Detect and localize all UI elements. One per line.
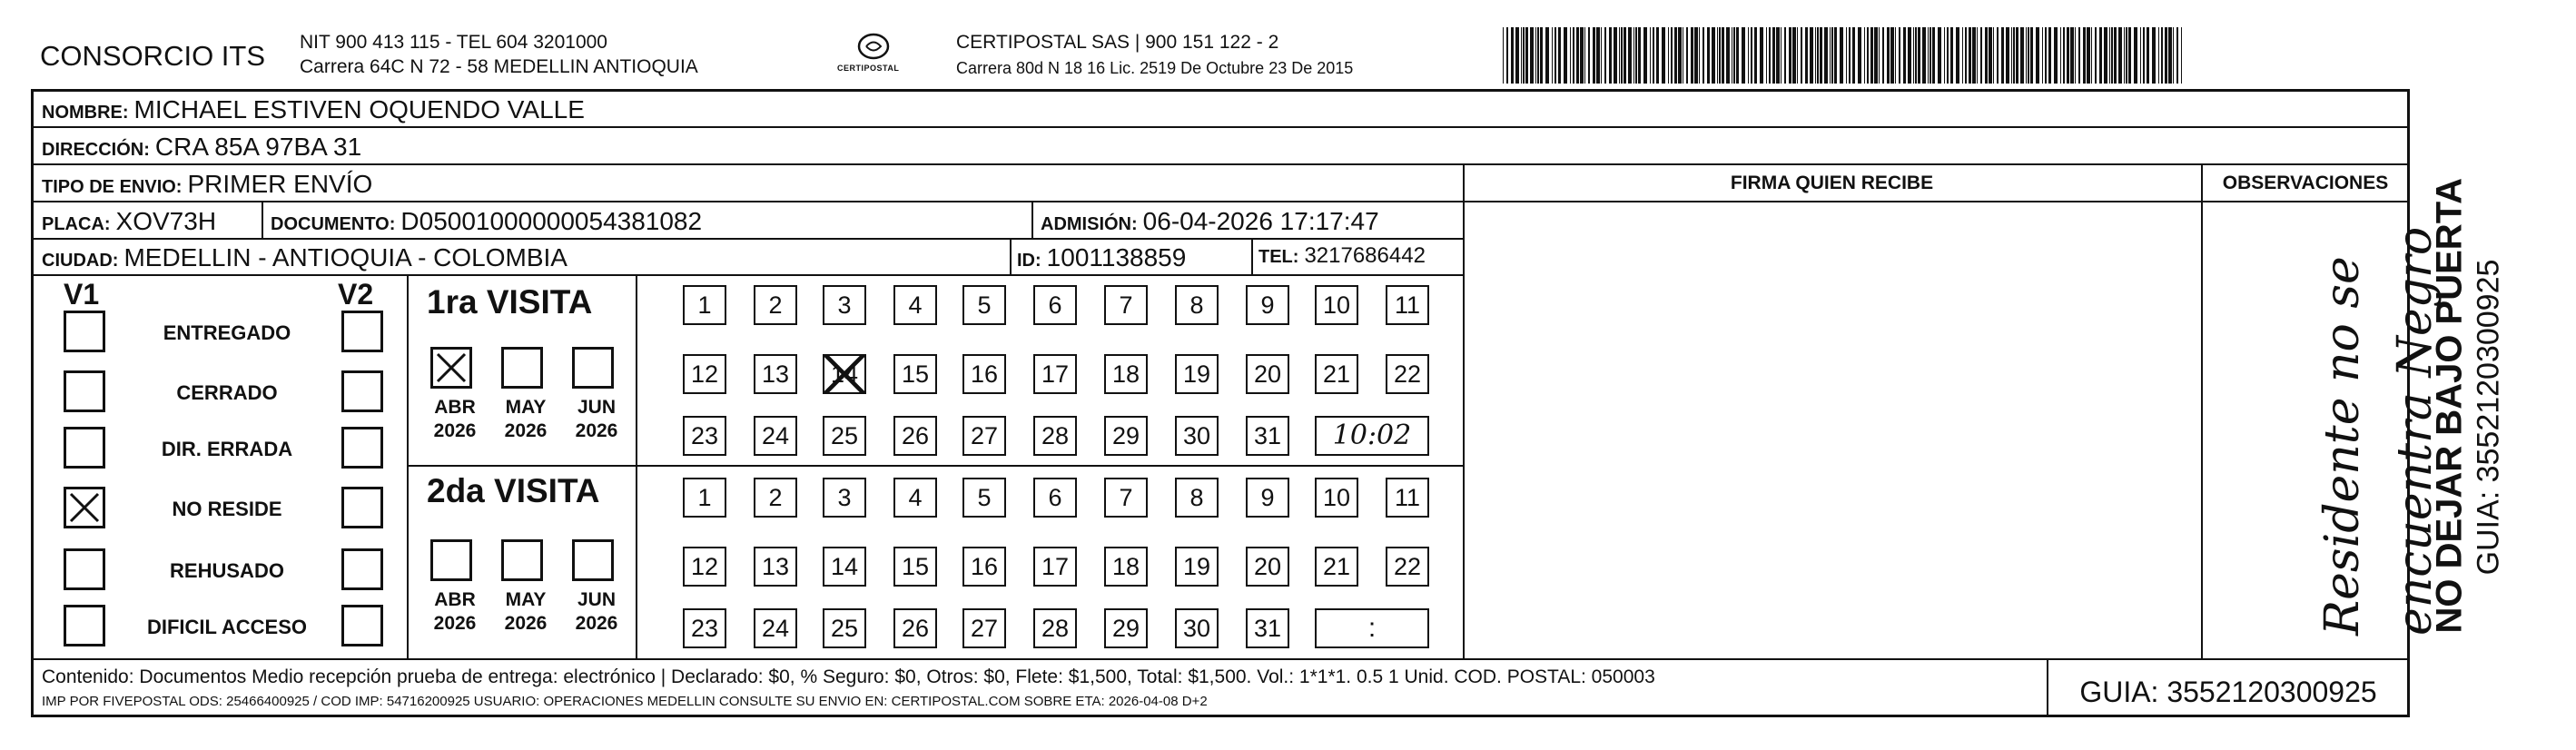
visit2-day-13[interactable]: 13 <box>754 547 797 587</box>
v2-checkbox-cerrado[interactable] <box>341 370 383 412</box>
visit2-month-label: MAY <box>505 589 547 610</box>
divider <box>636 274 637 658</box>
visit2-day-17[interactable]: 17 <box>1033 547 1077 587</box>
visit2-year-label: 2026 <box>575 613 618 634</box>
visit1-day-7[interactable]: 7 <box>1104 285 1148 325</box>
visit1-day-13[interactable]: 13 <box>754 354 797 394</box>
divider <box>2201 163 2203 658</box>
visit1-day-12[interactable]: 12 <box>683 354 726 394</box>
visit1-day-10[interactable]: 10 <box>1315 285 1358 325</box>
footer-guia: GUIA: 3552120300925 <box>2079 676 2377 708</box>
status-option-label: NO RESIDE <box>172 498 282 520</box>
visit1-day-18[interactable]: 18 <box>1104 354 1148 394</box>
visit1-year-label: 2026 <box>433 420 477 441</box>
visit1-month-checkbox-jun[interactable] <box>572 347 614 389</box>
visit2-month-label: JUN <box>577 589 616 610</box>
visit1-day-22[interactable]: 22 <box>1386 354 1429 394</box>
visit2-day-19[interactable]: 19 <box>1175 547 1219 587</box>
visit1-day-30[interactable]: 30 <box>1175 416 1219 456</box>
visit1-day-25[interactable]: 25 <box>823 416 866 456</box>
visit2-month-checkbox-jun[interactable] <box>572 539 614 581</box>
visit2-day-30[interactable]: 30 <box>1175 608 1219 648</box>
visit1-title: 1ra VISITA <box>427 283 593 321</box>
visit2-day-7[interactable]: 7 <box>1104 478 1148 518</box>
footer-imp: IMP POR FIVEPOSTAL ODS: 25466400925 / COD IMP: 54716200925 USUARIO: OPERACIONES MEDELLIN CONSULTE SU ENVIO EN: CERTIPOSTAL.COM SOBRE ETA: 2026-04-08 D+2 <box>42 694 1208 709</box>
divider <box>2201 201 2410 202</box>
divider <box>1251 238 1253 274</box>
v2-checkbox-no-reside[interactable] <box>341 487 383 528</box>
divider <box>31 274 1463 276</box>
visit2-month-checkbox-may[interactable] <box>501 539 543 581</box>
visit2-year-label: 2026 <box>504 613 548 634</box>
divider <box>31 238 1463 240</box>
visit2-month-checkbox-abr[interactable] <box>430 539 472 581</box>
visit2-day-16[interactable]: 16 <box>962 547 1006 587</box>
divider <box>1463 201 2201 202</box>
v1-checkbox-cerrado[interactable] <box>64 370 105 412</box>
recipient-name: MICHAEL ESTIVEN OQUENDO VALLE <box>133 95 585 123</box>
visit2-title: 2da VISITA <box>427 472 600 509</box>
visit2-day-4[interactable]: 4 <box>893 478 937 518</box>
visit2-day-14[interactable]: 14 <box>823 547 866 587</box>
visit2-day-15[interactable]: 15 <box>893 547 937 587</box>
company-address: Carrera 64C N 72 - 58 MEDELLIN ANTIOQUIA <box>300 56 698 77</box>
observation-handwriting-2: encuentra Negro <box>2388 226 2443 636</box>
v2-checkbox-dificil-acceso[interactable] <box>341 605 383 646</box>
visit2-day-8[interactable]: 8 <box>1175 478 1219 518</box>
visit1-day-3[interactable]: 3 <box>823 285 866 325</box>
barcode <box>1503 27 2182 84</box>
visit2-day-28[interactable]: 28 <box>1033 608 1077 648</box>
v1-checkbox-rehusado[interactable] <box>64 548 105 590</box>
document: D05001000000054381082 <box>400 207 703 235</box>
v2-checkbox-dir-errada[interactable] <box>341 427 383 469</box>
visit1-day-29[interactable]: 29 <box>1104 416 1148 456</box>
city: MEDELLIN - ANTIOQUIA - COLOMBIA <box>123 243 568 271</box>
signature-header: FIRMA QUIEN RECIBE <box>1730 173 1934 193</box>
visit2-month-label: ABR <box>434 589 476 610</box>
visit1-month-label: ABR <box>434 397 476 418</box>
visit2-year-label: 2026 <box>433 613 477 634</box>
visit1-day-15[interactable]: 15 <box>893 354 937 394</box>
name-label: NOMBRE: <box>42 103 129 123</box>
visit2-day-31[interactable]: 31 <box>1246 608 1289 648</box>
visit2-time-field[interactable]: : <box>1315 608 1429 648</box>
admission: 06-04-2026 17:17:47 <box>1142 207 1379 235</box>
visit2-day-3[interactable]: 3 <box>823 478 866 518</box>
visit2-day-24[interactable]: 24 <box>754 608 797 648</box>
visit2-day-23[interactable]: 23 <box>683 608 726 648</box>
visit1-day-4[interactable]: 4 <box>893 285 937 325</box>
visit2-day-21[interactable]: 21 <box>1315 547 1358 587</box>
divider <box>1031 201 1033 238</box>
ship-type: PRIMER ENVÍO <box>187 170 373 198</box>
visit1-day-27[interactable]: 27 <box>962 416 1006 456</box>
status-option-label: REHUSADO <box>170 559 284 582</box>
city-field <box>42 243 568 272</box>
visit1-month-label: JUN <box>577 397 616 418</box>
visit1-day-16[interactable]: 16 <box>962 354 1006 394</box>
divider <box>1010 238 1012 274</box>
footer-content: Contenido: Documentos Medio recepción prueba de entrega: electrónico | Declarado: $0, % Seguro: $0, Otros: $0, Flete: $1,500, Total: $1,500. Vol.: 1*1*1. 0.5 1 Unid. COD. POSTAL: 050003 <box>42 666 1655 687</box>
visit1-day-21[interactable]: 21 <box>1315 354 1358 394</box>
divider <box>31 658 2410 660</box>
id-number: 1001138859 <box>1046 243 1187 271</box>
visit1-day-28[interactable]: 28 <box>1033 416 1077 456</box>
v2-label: V2 <box>338 278 374 311</box>
visit1-day-5[interactable]: 5 <box>962 285 1006 325</box>
admission-label: ADMISIÓN: <box>1041 214 1138 234</box>
visit2-day-11[interactable]: 11 <box>1386 478 1429 518</box>
visit1-year-label: 2026 <box>575 420 618 441</box>
ship-type-label: TIPO DE ENVIO: <box>42 177 183 197</box>
recipient-address: CRA 85A 97BA 31 <box>154 133 362 161</box>
v1-checkbox-entregado[interactable] <box>64 311 105 352</box>
observation-handwriting-1: Residente no se <box>2315 256 2370 636</box>
divider <box>31 126 2410 128</box>
visit2-day-5[interactable]: 5 <box>962 478 1006 518</box>
visit2-day-27[interactable]: 27 <box>962 608 1006 648</box>
visit2-day-18[interactable]: 18 <box>1104 547 1148 587</box>
v1-checkbox-no-reside[interactable] <box>64 487 105 528</box>
visit1-day-9[interactable]: 9 <box>1246 285 1289 325</box>
visit1-day-14[interactable]: 14 <box>823 354 866 394</box>
status-option-label: CERRADO <box>176 381 278 404</box>
visit2-day-20[interactable]: 20 <box>1246 547 1289 587</box>
tel: 3217686442 <box>1304 243 1426 268</box>
visit2-day-12[interactable]: 12 <box>683 547 726 587</box>
visit2-day-25[interactable]: 25 <box>823 608 866 648</box>
v2-checkbox-entregado[interactable] <box>341 311 383 352</box>
visit1-year-label: 2026 <box>504 420 548 441</box>
carrier-address: Carrera 80d N 18 16 Lic. 2519 De Octubre 23 De 2015 <box>956 59 1354 77</box>
visit1-day-2[interactable]: 2 <box>754 285 797 325</box>
name-row <box>42 95 585 124</box>
document-label: DOCUMENTO: <box>271 214 396 234</box>
visit1-day-19[interactable]: 19 <box>1175 354 1219 394</box>
address-row <box>42 133 361 162</box>
visit2-day-2[interactable]: 2 <box>754 478 797 518</box>
visit1-day-1[interactable]: 1 <box>683 285 726 325</box>
visit2-day-10[interactable]: 10 <box>1315 478 1358 518</box>
visit2-day-1[interactable]: 1 <box>683 478 726 518</box>
company-nit: NIT 900 413 115 - TEL 604 3201000 <box>300 32 607 53</box>
visit2-day-29[interactable]: 29 <box>1104 608 1148 648</box>
divider <box>1463 163 1465 658</box>
status-option-label: DIFICIL ACCESO <box>146 616 307 638</box>
visit1-day-20[interactable]: 20 <box>1246 354 1289 394</box>
ship-type-row <box>42 170 372 199</box>
plate: XOV73H <box>115 207 217 235</box>
divider <box>262 201 263 238</box>
tel-field <box>1258 243 1426 269</box>
city-label: CIUDAD: <box>42 251 119 271</box>
visit2-day-22[interactable]: 22 <box>1386 547 1429 587</box>
visit1-month-checkbox-abr[interactable] <box>430 347 472 389</box>
carrier-logo-text: CERTIPOSTAL <box>837 64 900 73</box>
visit1-day-23[interactable]: 23 <box>683 416 726 456</box>
v1-checkbox-dificil-acceso[interactable] <box>64 605 105 646</box>
company-name: CONSORCIO ITS <box>40 40 266 72</box>
visit1-day-26[interactable]: 26 <box>893 416 937 456</box>
id-field <box>1017 243 1186 272</box>
visit1-day-11[interactable]: 11 <box>1386 285 1429 325</box>
address-label: DIRECCIÓN: <box>42 140 150 160</box>
visit1-day-17[interactable]: 17 <box>1033 354 1077 394</box>
v1-checkbox-dir-errada[interactable] <box>64 427 105 469</box>
no-under-door-warning: NO DEJAR BAJO PUERTA <box>2429 177 2470 634</box>
carrier-name: CERTIPOSTAL SAS | 900 151 122 - 2 <box>956 32 1279 53</box>
divider <box>407 274 409 658</box>
document-field <box>271 207 702 236</box>
observations-header: OBSERVACIONES <box>2222 173 2389 193</box>
visit2-day-6[interactable]: 6 <box>1033 478 1077 518</box>
plate-field <box>42 207 216 236</box>
divider <box>407 465 1463 467</box>
side-guia: GUIA: 3552120300925 <box>2471 259 2506 576</box>
visit1-day-24[interactable]: 24 <box>754 416 797 456</box>
plate-label: PLACA: <box>42 214 111 234</box>
visit2-day-26[interactable]: 26 <box>893 608 937 648</box>
visit1-day-8[interactable]: 8 <box>1175 285 1219 325</box>
visit2-day-9[interactable]: 9 <box>1246 478 1289 518</box>
visit1-day-31[interactable]: 31 <box>1246 416 1289 456</box>
divider <box>31 163 2410 165</box>
tel-label: TEL: <box>1258 247 1299 267</box>
id-label: ID: <box>1017 251 1041 271</box>
v1-label: V1 <box>64 278 100 311</box>
visit1-time-field[interactable]: 10:02 <box>1315 416 1429 456</box>
status-option-label: DIR. ERRADA <box>161 438 293 460</box>
visit1-month-checkbox-may[interactable] <box>501 347 543 389</box>
visit1-day-6[interactable]: 6 <box>1033 285 1077 325</box>
v2-checkbox-rehusado[interactable] <box>341 548 383 590</box>
visit1-month-label: MAY <box>505 397 547 418</box>
status-option-label: ENTREGADO <box>163 321 291 344</box>
admission-field <box>1041 207 1379 236</box>
